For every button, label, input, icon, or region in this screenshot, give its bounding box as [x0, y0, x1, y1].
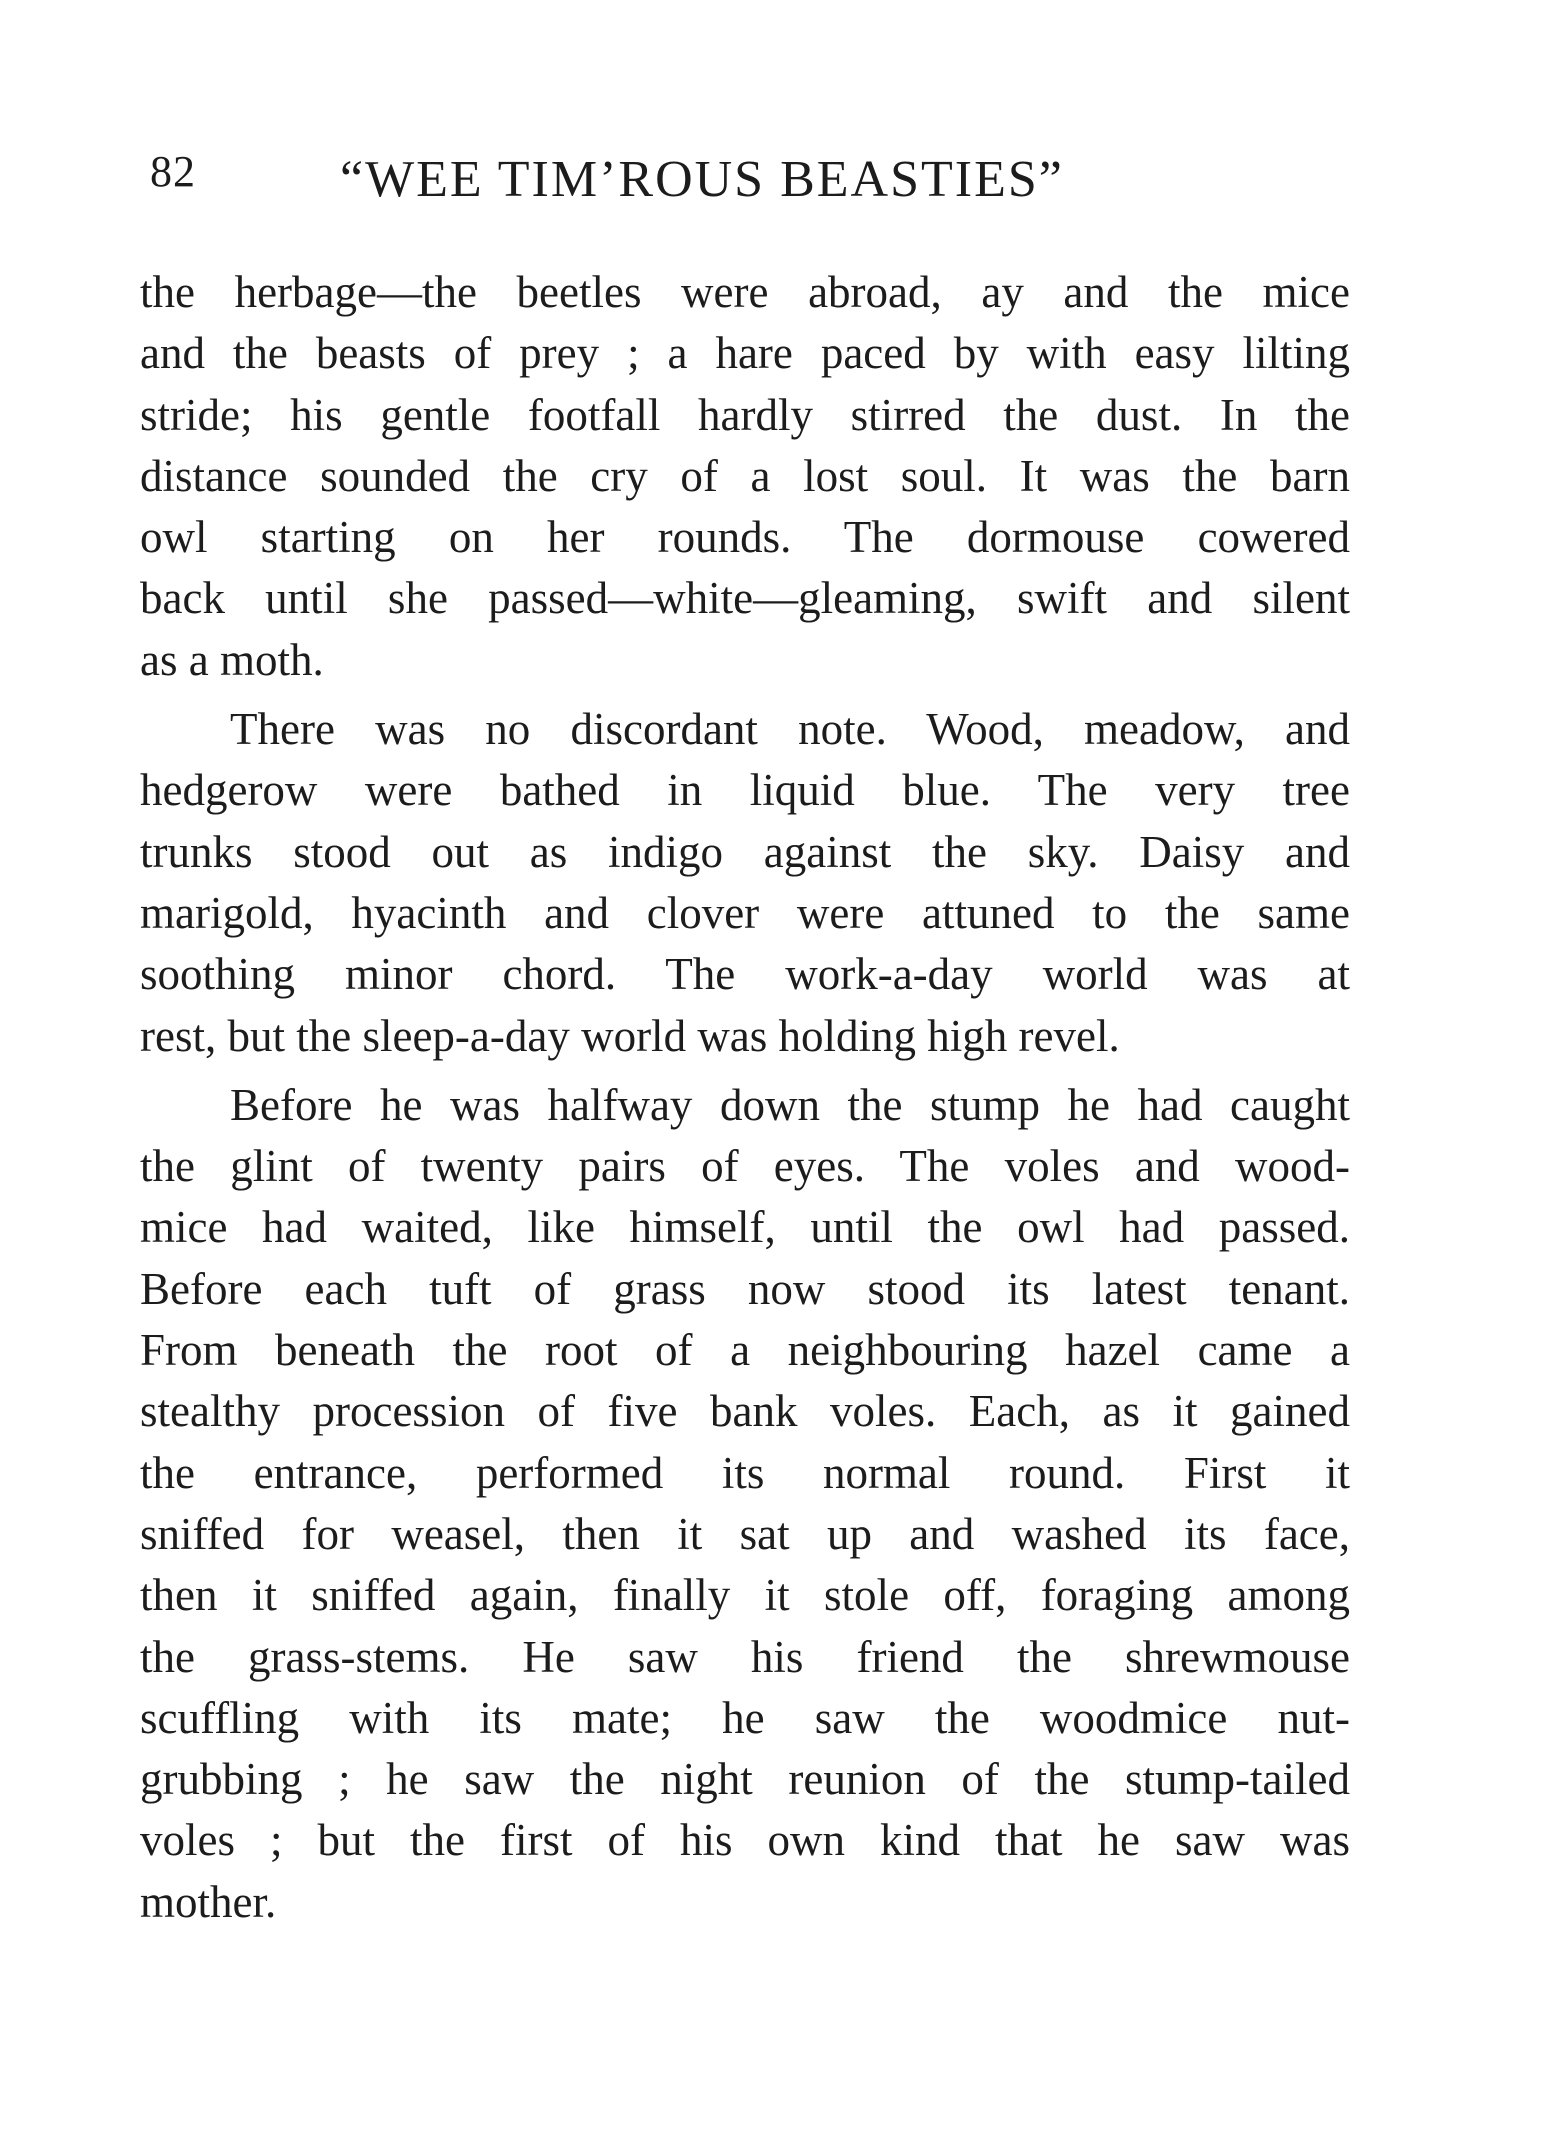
text-line: then it sniffed again, finally it stole off, foraging among [140, 1570, 1350, 1621]
text-line: hedgerow were bathed in liquid blue. The very tree [140, 765, 1350, 816]
text-line: distance sounded the cry of a lost soul. It was the barn [140, 450, 1350, 501]
text-line: rest, but the sleep-a-day world was holding high revel. [140, 1010, 1120, 1061]
text-line: back until she passed—white—gleaming, swift and silent [140, 573, 1350, 624]
text-line: and the beasts of prey ; a hare paced by with easy lilting [140, 328, 1350, 379]
text-line: sniffed for weasel, then it sat up and washed its face, [140, 1508, 1350, 1559]
text-line: stealthy procession of five bank voles. Each, as it gained [140, 1386, 1350, 1437]
body-text [140, 262, 1350, 1941]
text-line: Before each tuft of grass now stood its latest tenant. [140, 1263, 1350, 1314]
text-line: owl starting on her rounds. The dormouse cowered [140, 512, 1350, 563]
text-line: voles ; but the first of his own kind that he saw was [140, 1815, 1350, 1866]
text-line: From beneath the root of a neighbouring hazel came a [140, 1325, 1350, 1376]
paragraph [140, 699, 1350, 1067]
text-line: Before he was halfway down the stump he had caught [230, 1079, 1350, 1130]
page-header [150, 140, 1150, 220]
text-line: soothing minor chord. The work-a-day world was at [140, 949, 1350, 1000]
text-line: the glint of twenty pairs of eyes. The voles and wood- [140, 1141, 1350, 1192]
running-head: “WEE TIM’ROUS BEASTIES” [340, 151, 1064, 208]
text-line: the herbage—the beetles were abroad, ay and the mice [140, 267, 1350, 317]
text-line: the entrance, performed its normal round. First it [140, 1447, 1350, 1498]
text-line: the grass-stems. He saw his friend the shrewmouse [140, 1631, 1350, 1682]
text-line: marigold, hyacinth and clover were attuned to the same [140, 887, 1350, 938]
text-line: There was no discordant note. Wood, meadow, and [230, 704, 1350, 755]
paragraph [140, 262, 1350, 691]
text-line: mice had waited, like himself, until the owl had passed. [140, 1202, 1350, 1253]
text-line: as a moth. [140, 634, 324, 685]
text-line: stride; his gentle footfall hardly stirred the dust. In the [140, 389, 1350, 440]
text-line: scuffling with its mate; he saw the woodmice nut- [140, 1692, 1350, 1743]
text-line: trunks stood out as indigo against the sky. Daisy and [140, 826, 1350, 877]
page-number: 82 [150, 147, 196, 196]
text-line: mother. [140, 1876, 277, 1927]
text-line: grubbing ; he saw the night reunion of the stump-tailed [140, 1754, 1350, 1805]
paragraph [140, 1075, 1350, 1933]
